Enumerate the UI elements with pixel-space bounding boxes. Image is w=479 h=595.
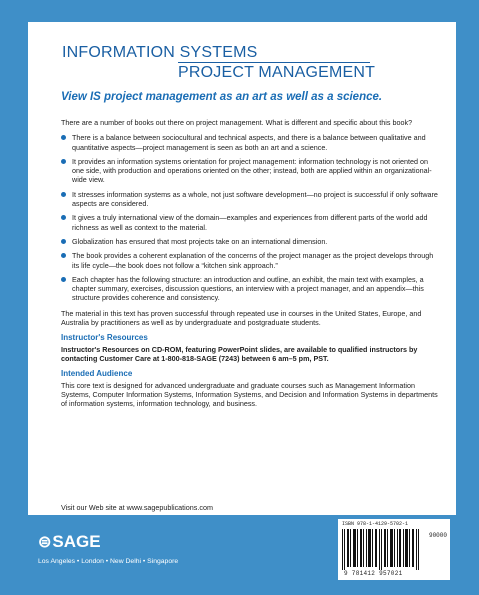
feature-text: There is a balance between sociocultural and technical aspects, and there is a balance between qualitative and quantitative aspects—project management is seen as both an art and a science. (72, 133, 426, 152)
tagline: View IS project management as an art as well as a science. (61, 91, 383, 103)
bullet-icon (61, 253, 66, 258)
brand-line-1: INFORMATION SYSTEMS (62, 44, 258, 61)
bullet-icon (61, 277, 66, 282)
brand-line-2: PROJECT MANAGEMENT (178, 64, 376, 81)
audience-text: This core text is designed for advanced undergraduate and graduate courses such as Management Information Systems, Computer Information Systems, Information Systems, and Decision and Information Systems in departments of information systems, information technology, and business. (61, 380, 438, 409)
barcode-panel (338, 519, 450, 580)
barcode-number: 9 781412 957021 (344, 570, 403, 577)
feature-text: Globalization has ensured that most projects take on an international dimension. (72, 236, 328, 246)
publisher-name: SAGE (52, 532, 101, 551)
feature-item (61, 133, 441, 152)
feature-list (61, 133, 441, 302)
feature-item (61, 251, 441, 270)
feature-text: Each chapter has the following structure: an introduction and outline, an exhibit, the main text with examples, a chapter summary, exercises, discussion questions, an interview with a project manager, and an appendix—this structure provides coherence and consistency. (72, 274, 424, 303)
publisher-logo (38, 532, 101, 552)
bullet-icon (61, 192, 66, 197)
sage-mark-icon: ⊜ (38, 534, 52, 551)
isbn-text: ISBN 978-1-4129-5702-1 (342, 521, 409, 527)
feature-text: The book provides a coherent explanation of the concerns of the project manager as the project develops through its life cycle—the book does not follow a “kitchen sink approach.” (72, 251, 434, 270)
resources-text: Instructor's Resources on CD-ROM, featuring PowerPoint slides, are available to qualified instructors by contacting Customer Care at 1-800-818-SAGE (7243) between 6 am–5 pm, PST. (61, 344, 418, 363)
bullet-icon (61, 135, 66, 140)
feature-item (61, 157, 441, 185)
publisher-cities: Los Angeles • London • New Delhi • Singapore (38, 558, 179, 565)
website-link[interactable]: Visit our Web site at www.sagepublications.com (61, 503, 213, 512)
feature-text: It stresses information systems as a whole, not just software development—no project is successful if only software aspects are considered. (72, 189, 438, 209)
feature-item (61, 237, 441, 246)
bullet-icon (61, 159, 66, 164)
price-code: 90000 (428, 532, 447, 539)
resources-heading: Instructor's Resources (61, 333, 148, 343)
closing-paragraph: The material in this text has proven successful through repeated use in courses in the United States, Europe, and Australia by practitioners as well as by undergraduate and postgraduate students. (61, 308, 422, 328)
feature-item (61, 213, 441, 232)
intro-paragraph: There are a number of books out there on project management. What is different and specific about this book? (61, 118, 413, 127)
description-body (61, 118, 441, 414)
audience-heading: Intended Audience (61, 369, 133, 379)
feature-text: It gives a truly international view of the domain—examples and experiences from different parts of the world add richness as well as context to the material. (72, 213, 428, 232)
feature-item (61, 190, 441, 209)
feature-text: It provides an information systems orientation for project management: information technology is not oriented on one side, with production and operations oriented on the other; instead, both are applied within an organizational-wide view. (72, 156, 432, 185)
bullet-icon (61, 239, 66, 244)
feature-item (61, 275, 441, 303)
barcode-icon (342, 529, 420, 570)
brand-divider (178, 62, 370, 63)
bullet-icon (61, 215, 66, 220)
